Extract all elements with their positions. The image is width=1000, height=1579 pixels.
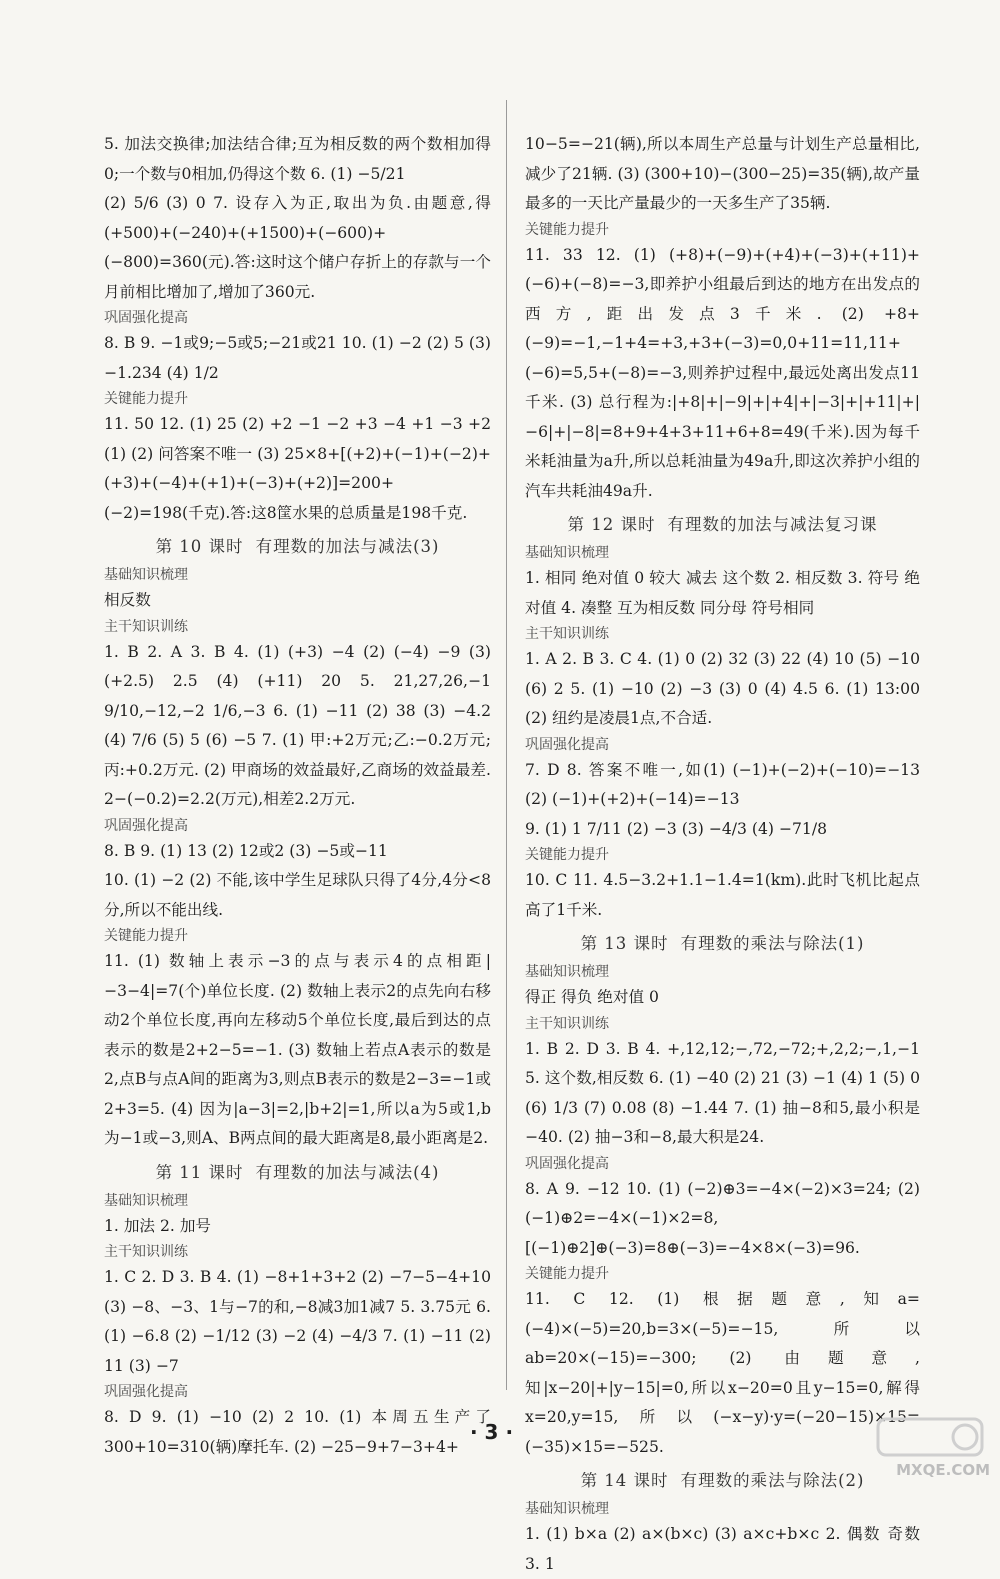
section-heading: 主干知识训练: [104, 618, 188, 635]
section-heading: 巩固强化提高: [104, 310, 188, 326]
lesson-heading: 有理数的乘法与除法(1): [680, 934, 865, 953]
section-heading: 关键能力提升: [104, 391, 188, 407]
answer-paragraph: 1. C 2. D 3. B 4. (1) −8+1+3+2 (2) −7−5−4+10 (3) −8、−3、1与−7的和,−8减3加1减7 5. 3.75元 6. (1) −6.8 (2) −1/12 (3) −2 (4) −4/3 7. (1) −11 (2) 11 (3) −7: [104, 1268, 491, 1375]
answer-paragraph: 1. A 2. B 3. C 4. (1) 0 (2) 32 (3) 22 (4) 10 (5) −10 (6) 2 5. (1) −10 (2) −3 (3) 0 (4) 4.5 6. (1) 13:00 (2) 纽约是凌晨1点,不合适.: [525, 650, 920, 727]
answer-paragraph: 得正 得负 绝对值 0: [525, 988, 659, 1006]
lesson-heading: 有理数的加法与减法(3): [255, 537, 440, 556]
answer-paragraph: 8. D 9. (1) −10 (2) 2 10. (1) 本周五生产了300+10=310(辆)摩托车. (2) −25−9+7−3+4+: [104, 1408, 491, 1456]
section-heading: 巩固强化提高: [525, 736, 609, 753]
answer-paragraph: 11. 50 12. (1) 25 (2) +2 −1 −2 +3 −4 +1 −3 +2 (1) (2) 问答案不唯一 (3) 25×8+[(+2)+(−1)+(−2)+(+3)+(−4)+(+1)+(−3)+(+2)]=200+(−2)=198(千克).答:这8筐水果的总质量是198千克.: [104, 415, 491, 522]
answer-paragraph: 1. B 2. D 3. B 4. +,12,12;−,72,−72;+,2,2;−,1,−1 5. 这个数,相反数 6. (1) −40 (2) 21 (3) −1 (4) 1 (5) 0 (6) 1/3 (7) 0.08 (8) −1.44 7. (1) 抽−8和5,最小积是−40. (2) 抽−3和−8,最大积是24.: [525, 1039, 920, 1146]
section-heading: 主干知识训练: [525, 626, 609, 642]
section-heading: 基础知识梳理: [525, 1501, 609, 1517]
lesson-number: 第 10 课时: [155, 537, 244, 556]
lesson-title: [525, 927, 920, 961]
answer-paragraph: 相反数: [104, 591, 151, 609]
answer-paragraph: 8. B 9. (1) 13 (2) 12或2 (3) −5或−11: [104, 841, 388, 860]
section-heading: 基础知识梳理: [525, 964, 609, 980]
answer-paragraph: 11. C 12. (1) 根据题意,知a=(−4)×(−5)=20,b=3×(−5)=−15,所以ab=20×(−15)=−300; (2) 由题意,知|x−20|+|y−15|=0,所以x−20=0且y−15=0,解得x=20,y=15,所以(−x−y)·y=(−20−15)×15=(−35)×15=−525.: [525, 1290, 920, 1456]
lesson-number: 第 13 课时: [580, 934, 669, 953]
section-heading: 关键能力提升: [525, 221, 609, 238]
answer-paragraph: 1. (1) b×a (2) a×(b×c) (3) a×c+b×c 2. 偶数 奇数 3. 1: [525, 1525, 920, 1573]
lesson-heading: 有理数的加法与减法(4): [255, 1162, 440, 1182]
section-heading: 主干知识训练: [104, 1244, 188, 1260]
section-heading: 巩固强化提高: [525, 1155, 609, 1172]
section-heading: 关键能力提升: [525, 847, 609, 863]
column-divider: [506, 100, 507, 1390]
answer-paragraph: 1. 相同 绝对值 0 较大 减去 这个数 2. 相反数 3. 符号 绝对值 4. 凑整 互为相反数 同分母 符号相同: [525, 569, 920, 617]
answer-paragraph: 10−5=−21(辆),所以本周生产总量与计划生产总量相比,减少了21辆. (3) (300+10)−(300−25)=35(辆),故产量最多的一天比产量最少的一天多生产了35辆.: [525, 135, 920, 212]
answer-paragraph: 8. B 9. −1或9;−5或5;−21或21 10. (1) −2 (2) 5 (3) −1.234 (4) 1/2: [104, 334, 491, 382]
answer-paragraph: 1. B 2. A 3. B 4. (1) (+3) −4 (2) (−4) −9 (3) (+2.5) 2.5 (4) (+11) 20 5. 21,27,26,−1 9/10,−12,−2 1/6,−3 6. (1) −11 (2) 38 (3) −4.2 (4) 7/6 (5) 5 (6) −5 7. (1) 甲:+2万元;乙:−0.2万元;丙:+0.2万元. (2) 甲商场的效益最好,乙商场的效益最差. 2−(−0.2)=2.2(万元),相差2.2万元.: [104, 642, 491, 808]
section-heading: 关键能力提升: [104, 928, 188, 944]
left-column: [104, 130, 491, 1462]
section-heading: 基础知识梳理: [104, 1192, 188, 1209]
lesson-title: [104, 1156, 491, 1190]
section-heading: 基础知识梳理: [525, 545, 609, 561]
answer-paragraph: 1. 加法 2. 加号: [104, 1216, 212, 1235]
lesson-title: [525, 508, 920, 542]
watermark-site: MXQE.COM: [896, 1461, 990, 1479]
lesson-number: 第 12 课时: [567, 515, 656, 534]
right-column: [525, 130, 920, 1579]
answer-paragraph: 11. (1) 数轴上表示−3的点与表示4的点相距|−3−4|=7(个)单位长度. (2) 数轴上表示2的点先向右移动2个单位长度,再向左移动5个单位长度,最后到达的点表示的数是2+2−5=−1. (3) 数轴上若点A表示的数是2,点B与点A间的距离为3,则点B表示的数是2−3=−1或2+3=5. (4) 因为|a−3|=2,|b+2|=1,所以a为5或1,b为−1或−3,则A、B两点间的最大距离是8,最小距离是2.: [104, 952, 491, 1147]
section-heading: 巩固强化提高: [104, 1384, 188, 1400]
section-heading: 基础知识梳理: [104, 567, 188, 583]
answer-paragraph: 8. A 9. −12 10. (1) (−2)⊕3=−4×(−2)×3=24; (2) (−1)⊕2=−4×(−1)×2=8,[(−1)⊕2]⊕(−3)=8⊕(−3)=−4×8×(−3)=96.: [525, 1179, 920, 1257]
section-heading: 关键能力提升: [525, 1266, 609, 1282]
answer-paragraph: 10. (1) −2 (2) 不能,该中学生足球队只得了4分,4分<8分,所以不能出线.: [104, 871, 491, 919]
answer-paragraph: (2) 5/6 (3) 0 7. 设存入为正,取出为负.由题意,得(+500)+(−240)+(+1500)+(−600)+(−800)=360(元).答:这时这个储户存折上的存款与一个月前相比增加了,增加了360元.: [104, 194, 491, 301]
section-heading: 巩固强化提高: [104, 817, 188, 834]
lesson-title: [525, 1464, 920, 1498]
answer-paragraph: 9. (1) 1 7/11 (2) −3 (3) −4/3 (4) −71/8: [525, 819, 828, 838]
lesson-heading: 有理数的加法与减法复习课: [667, 515, 878, 534]
answer-paragraph: 7. D 8. 答案不唯一,如(1) (−1)+(−2)+(−10)=−13 (2) (−1)+(+2)+(−14)=−13: [525, 760, 920, 808]
answer-paragraph: 11. 33 12. (1) (+8)+(−9)+(+4)+(−3)+(+11)+(−6)+(−8)=−3,即养护小组最后到达的地方在出发点的西方,距出发点3千米. (2) +8+(−9)=−1,−1+4=+3,+3+(−3)=0,0+11=11,11+(−6)=5,5+(−8)=−3,则养护过程中,最远处离出发点11千米. (3) 总行程为:|+8|+|−9|+|+4|+|−3|+|+11|+|−6|+|−8|=8+9+4+3+11+6+8=49(千米).因为每千米耗油量为a升,所以总耗油量为49a升,即这次养护小组的汽车共耗油49a升.: [525, 245, 920, 500]
watermark-logo: [870, 1415, 990, 1479]
page-number: · 3 ·: [470, 1420, 514, 1444]
lesson-number: 第 11 课时: [155, 1162, 244, 1182]
answer-paragraph: 5. 加法交换律;加法结合律;互为相反数的两个数相加得0;一个数与0相加,仍得这个数 6. (1) −5/21: [104, 135, 491, 183]
lesson-title: [104, 530, 491, 564]
lesson-heading: 有理数的乘法与除法(2): [680, 1471, 865, 1490]
answer-paragraph: 10. C 11. 4.5−3.2+1.1−1.4=1(km).此时飞机比起点高了1千米.: [525, 871, 920, 919]
lesson-number: 第 14 课时: [580, 1471, 669, 1490]
section-heading: 主干知识训练: [525, 1015, 609, 1032]
